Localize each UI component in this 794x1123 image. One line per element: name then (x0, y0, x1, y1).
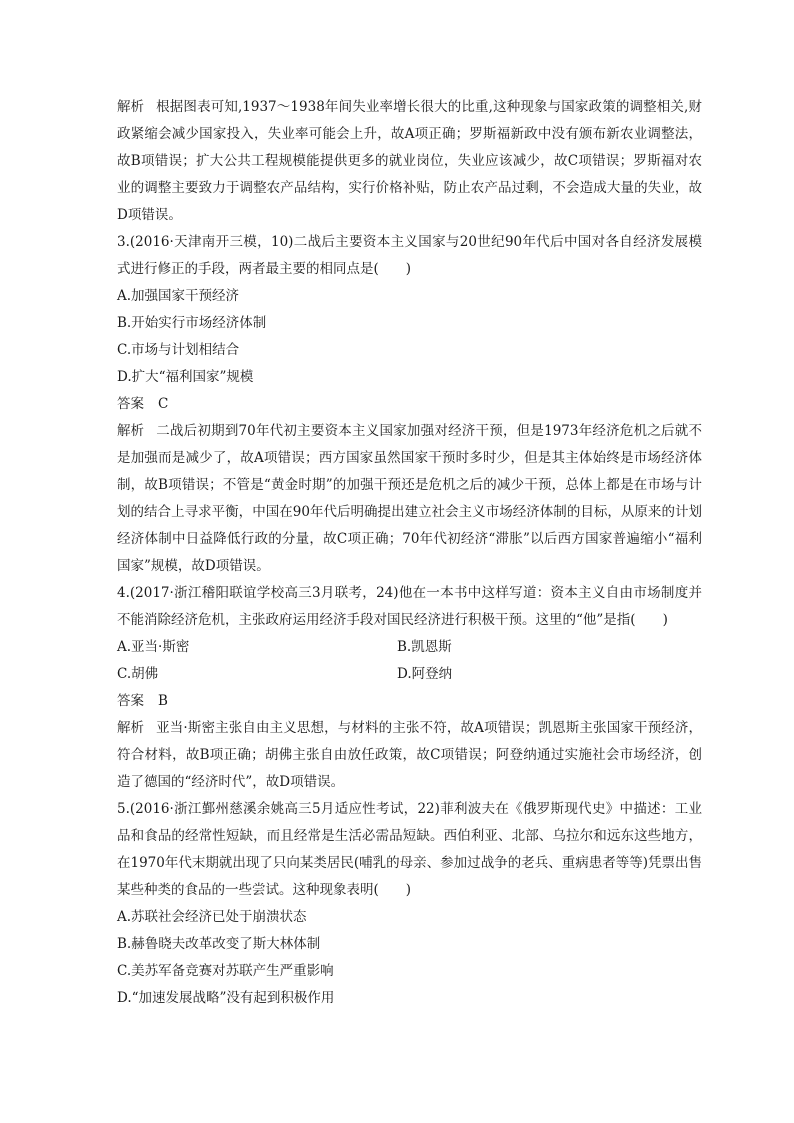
q5-option-b: B.赫鲁晓夫改革改变了斯大林体制 (117, 936, 321, 952)
q3-option-c: C.市场与计划相结合 (117, 342, 240, 358)
q4-option-d: D.阿登纳 (397, 666, 453, 682)
answer-tag: 答案 (117, 693, 144, 709)
q5-option-c: C.美苏军备竞赛对苏联产生严重影响 (117, 963, 334, 979)
q4-stem: 4.(2017·浙江稽阳联谊学校高三3月联考，24)他在一本书中这样写道：资本主义自由市场制度并不能消除经济危机，主张政府运用经济手段对国民经济进行积极干预。这里的“他”是指( ) (117, 585, 702, 628)
q4-option-b: B.凯恩斯 (397, 639, 452, 655)
analysis-text: 亚当·斯密主张自由主义思想，与材料的主张不符，故A项错误；凯恩斯主张国家干预经济，符合材料，故B项正确；胡佛主张自由放任政策，故C项错误；阿登纳通过实施社会市场经济，创造了德国的“经济时代”，故D项错误。 (117, 720, 702, 790)
q4-options-row-2 (117, 661, 702, 688)
q4-option-c: C.胡佛 (117, 666, 159, 682)
analysis-tag: 解析 (117, 99, 144, 115)
q3-option-d: D.扩大“福利国家”规模 (117, 369, 254, 385)
q5-option-a: A.苏联社会经济已处于崩溃状态 (117, 909, 307, 925)
analysis-text: 二战后初期到70年代初主要资本主义国家加强对经济干预，但是1973年经济危机之后就不是加强而是减少了，故A项错误；西方国家虽然国家干预时多时少，但是其主体始终是市场经济体制，故B项错误；不管是“黄金时期”的加强干预还是危机之后的减少干预，总体上都是在市场与计划的结合上寻求平衡，中国在90年代后明确提出建立社会主义市场经济体制的目标，从原来的计划经济体制中日益降低行政的分量，故C项正确；70年代初经济“滞胀”以后西方国家普遍缩小“福利国家”规模，故D项错误。 (117, 423, 702, 574)
analysis-text: 根据图表可知,1937～1938年间失业率增长很大的比重,这种现象与国家政策的调整相关,财政紧缩会减少国家投入，失业率可能会上升，故A项正确；罗斯福新政中没有颁布新农业调整法，故B项错误；扩大公共工程规模能提供更多的就业岗位，失业应该减少，故C项错误；罗斯福对农业的调整主要致力于调整农产品结构，实行价格补贴，防止农产品过剩，不会造成大量的失业，故D项错误。 (117, 99, 702, 223)
q5-stem: 5.(2016·浙江鄞州慈溪余姚高三5月适应性考试，22)菲利波夫在《俄罗斯现代史》中描述：工业品和食品的经常性短缺，而且经常是生活必需品短缺。西伯利亚、北部、乌拉尔和远东这些地方，在1970年代末期就出现了只向某类居民(哺乳的母亲、参加过战争的老兵、重病患者等等)凭票出售某些种类的食品的一些尝试。这种现象表明( ) (117, 801, 702, 898)
document-page (117, 94, 702, 1012)
q3-analysis (117, 418, 702, 580)
answer-value: B (158, 693, 168, 709)
q3-answer (117, 391, 702, 418)
q3-option-a: A.加强国家干预经济 (117, 288, 240, 304)
q4-option-a: A.亚当·斯密 (117, 639, 190, 655)
q4-analysis (117, 715, 702, 796)
q2-analysis (117, 94, 702, 229)
q4-options-row-1 (117, 634, 702, 661)
answer-value: C (158, 396, 169, 412)
q3-option-b: B.开始实行市场经济体制 (117, 315, 267, 331)
q3-stem: 3.(2016·天津南开三模，10)二战后主要资本主义国家与20世纪90年代后中国对各自经济发展模式进行修正的手段，两者最主要的相同点是( ) (117, 234, 702, 277)
answer-tag: 答案 (117, 396, 144, 412)
q5-option-d: D.“加速发展战略”没有起到积极作用 (117, 990, 335, 1006)
analysis-tag: 解析 (117, 720, 144, 736)
q4-answer (117, 688, 702, 715)
analysis-tag: 解析 (117, 423, 144, 439)
